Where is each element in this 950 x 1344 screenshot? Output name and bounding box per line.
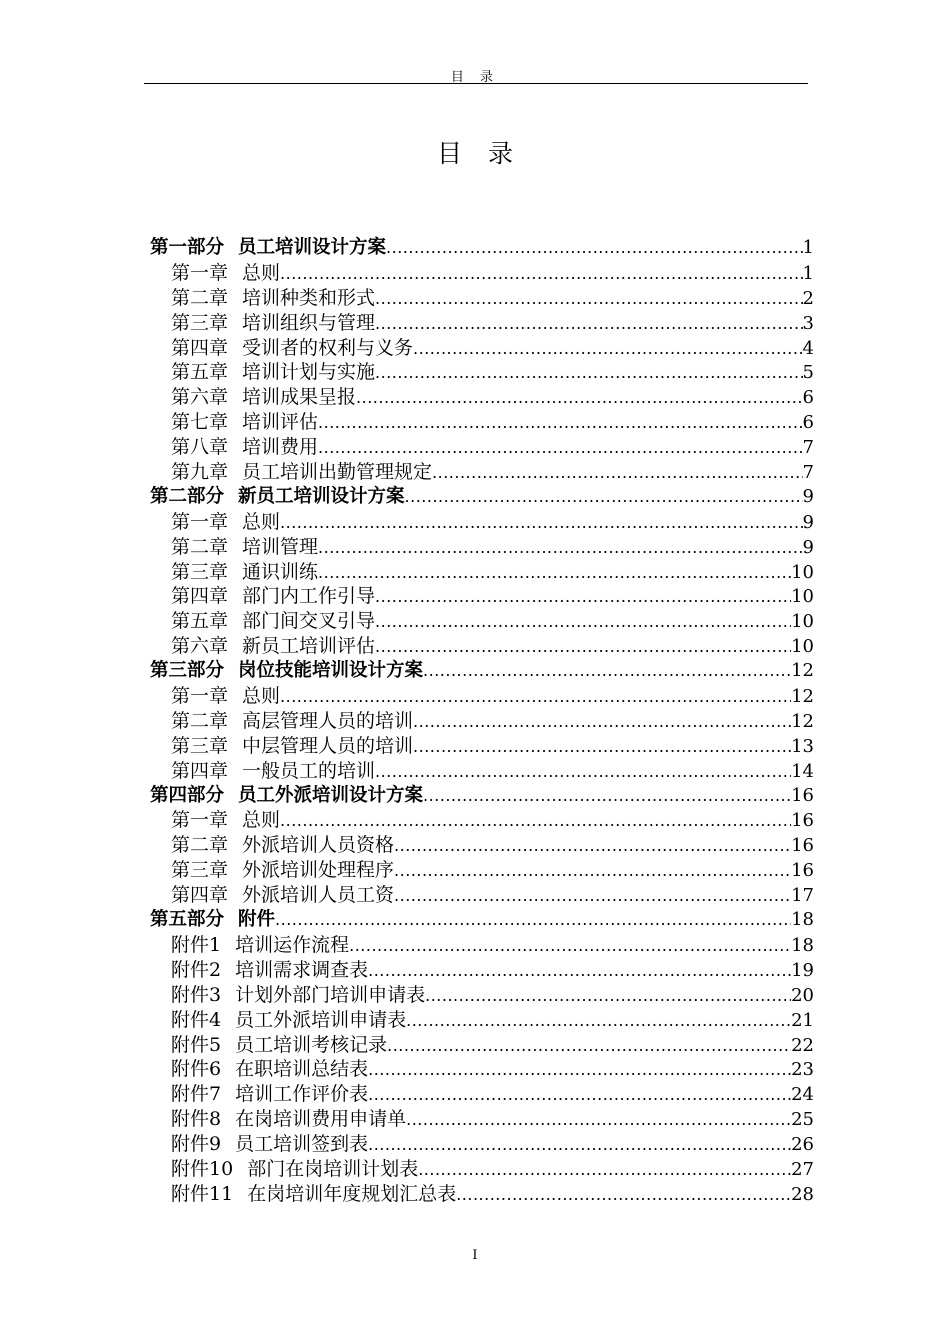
- toc-entry-page: 18: [791, 909, 814, 931]
- toc-entry-page: 6: [802, 387, 814, 409]
- toc-part-entry[interactable]: [150, 236, 814, 261]
- toc-chapter-entry[interactable]: [150, 584, 814, 609]
- toc-entry-page: 5: [802, 362, 814, 384]
- toc-entry-label: [150, 485, 405, 510]
- toc-entry-title: 总则: [242, 510, 281, 533]
- toc-entry-number: 第四章: [171, 585, 229, 608]
- toc-entry-page: 10: [791, 586, 814, 608]
- toc-dot-leader: [413, 337, 803, 361]
- toc-entry-label: [150, 908, 275, 933]
- toc-entry-label: [171, 535, 318, 560]
- toc-entry-title: 在岗培训年度规划汇总表: [247, 1182, 457, 1205]
- toc-dot-leader: [456, 1183, 791, 1207]
- page-title: [0, 134, 950, 170]
- toc-entry-label: [171, 883, 394, 908]
- toc-entry-page: 16: [791, 860, 814, 882]
- toc-entry-title: 部门在岗培训计划表: [247, 1157, 419, 1180]
- toc-chapter-entry[interactable]: [150, 336, 814, 361]
- toc-entry-number: 第三章: [171, 311, 229, 334]
- toc-entry-label: [171, 759, 375, 784]
- toc-entry-label: [171, 584, 375, 609]
- toc-entry-number: 第二章: [171, 834, 229, 857]
- page-number: I: [472, 1248, 478, 1263]
- toc-entry-number: 附件4: [171, 1008, 222, 1031]
- toc-entry-title: 外派培训人员工资: [242, 884, 395, 907]
- toc-entry-number: 第六章: [171, 386, 229, 409]
- toc-entry-page: 22: [791, 1034, 814, 1056]
- toc-entry-page: 2: [802, 287, 814, 309]
- toc-entry-title: 员工培训设计方案: [238, 237, 387, 258]
- toc-entry-page: 27: [791, 1158, 814, 1180]
- toc-entry-title: 培训种类和形式: [242, 286, 376, 309]
- toc-dot-leader: [318, 561, 791, 585]
- toc-entry-number: 第三章: [171, 734, 229, 757]
- toc-entry-label: [171, 958, 368, 983]
- toc-entry-number: 附件6: [171, 1058, 222, 1081]
- toc-entry-number: 附件11: [171, 1182, 234, 1205]
- toc-chapter-entry[interactable]: [150, 1082, 814, 1107]
- toc-entry-label: [150, 236, 386, 261]
- toc-dot-leader: [318, 536, 803, 560]
- toc-entry-number: 附件1: [171, 933, 222, 956]
- toc-part-entry[interactable]: [150, 908, 814, 933]
- toc-entry-title: 新员工培训设计方案: [238, 485, 405, 507]
- toc-chapter-entry[interactable]: [150, 709, 814, 734]
- toc-entry-number: 第二章: [171, 286, 229, 309]
- toc-entry-label: [171, 634, 375, 659]
- toc-chapter-entry[interactable]: [150, 858, 814, 883]
- toc-dot-leader: [368, 1083, 791, 1107]
- toc-entry-title: 培训运作流程: [235, 933, 350, 956]
- toc-entry-title: 总则: [242, 685, 281, 708]
- toc-chapter-entry[interactable]: [150, 510, 814, 535]
- toc-dot-leader: [375, 610, 791, 634]
- toc-entry-number: 附件8: [171, 1108, 222, 1131]
- toc-entry-number: 附件3: [171, 983, 222, 1006]
- table-of-contents: [150, 236, 814, 1207]
- toc-entry-title: 在职培训总结表: [235, 1058, 369, 1081]
- toc-entry-number: 附件10: [171, 1157, 234, 1180]
- toc-entry-number: 第四章: [171, 336, 229, 359]
- toc-entry-number: 附件5: [171, 1033, 222, 1056]
- toc-chapter-entry[interactable]: [150, 684, 814, 709]
- toc-chapter-entry[interactable]: [150, 734, 814, 759]
- toc-dot-leader: [386, 236, 803, 261]
- toc-entry-page: 25: [791, 1109, 814, 1131]
- toc-entry-page: 21: [791, 1009, 814, 1031]
- toc-chapter-entry[interactable]: [150, 460, 814, 485]
- toc-dot-leader: [375, 312, 803, 336]
- toc-entry-title: 受训者的权利与义务: [242, 336, 414, 359]
- toc-dot-leader: [423, 659, 791, 684]
- toc-chapter-entry[interactable]: [150, 808, 814, 833]
- toc-entry-label: [171, 1182, 456, 1207]
- toc-dot-leader: [387, 1034, 791, 1058]
- toc-chapter-entry[interactable]: [150, 983, 814, 1008]
- toc-entry-number: 第七章: [171, 411, 229, 434]
- toc-entry-page: 16: [791, 835, 814, 857]
- toc-entry-page: 20: [791, 984, 814, 1006]
- toc-part-entry[interactable]: [150, 485, 814, 510]
- toc-entry-title: 中层管理人员的培训: [242, 734, 414, 757]
- toc-entry-number: 附件2: [171, 958, 222, 981]
- toc-entry-label: [171, 1008, 406, 1033]
- toc-entry-label: [171, 510, 280, 535]
- toc-entry-label: [171, 1107, 406, 1132]
- toc-entry-page: 23: [791, 1059, 814, 1081]
- toc-dot-leader: [394, 859, 791, 883]
- toc-entry-label: [171, 435, 318, 460]
- toc-entry-title: 岗位技能培训设计方案: [238, 660, 424, 682]
- toc-entry-title: 通识训练: [242, 560, 319, 583]
- toc-chapter-entry[interactable]: [150, 1182, 814, 1207]
- toc-chapter-entry[interactable]: [150, 1132, 814, 1157]
- toc-entry-page: 16: [791, 810, 814, 832]
- toc-entry-page: 14: [791, 760, 814, 782]
- toc-entry-page: 1: [802, 262, 814, 284]
- toc-dot-leader: [375, 287, 803, 311]
- toc-entry-page: 4: [802, 337, 814, 359]
- toc-dot-leader: [375, 585, 791, 609]
- toc-entry-page: 10: [791, 611, 814, 633]
- toc-dot-leader: [413, 710, 791, 734]
- toc-chapter-entry[interactable]: [150, 833, 814, 858]
- toc-entry-title: 计划外部门培训申请表: [235, 983, 426, 1006]
- toc-entry-title: 部门内工作引导: [242, 585, 376, 608]
- toc-chapter-entry[interactable]: [150, 560, 814, 585]
- toc-entry-title: 部门间交叉引导: [242, 610, 376, 633]
- toc-entry-title: 培训成果呈报: [242, 386, 357, 409]
- toc-entry-title: 员工外派培训设计方案: [238, 784, 424, 806]
- toc-entry-number: 第一章: [171, 261, 229, 284]
- toc-entry-page: 13: [791, 735, 814, 757]
- toc-entry-page: 17: [791, 885, 814, 907]
- toc-chapter-entry[interactable]: [150, 634, 814, 659]
- toc-entry-title: 培训计划与实施: [242, 361, 376, 384]
- toc-entry-page: 9: [802, 511, 814, 533]
- toc-dot-leader: [375, 361, 803, 385]
- toc-chapter-entry[interactable]: [150, 933, 814, 958]
- toc-entry-page: 6: [802, 412, 814, 434]
- toc-dot-leader: [280, 262, 803, 286]
- toc-entry-page: 10: [791, 636, 814, 658]
- toc-entry-number: 第四章: [171, 759, 229, 782]
- toc-entry-number: 第五部分: [150, 909, 225, 931]
- toc-entry-label: [171, 385, 356, 410]
- toc-entry-page: 12: [791, 660, 814, 682]
- toc-entry-number: 第六章: [171, 635, 229, 658]
- toc-chapter-entry[interactable]: [150, 535, 814, 560]
- toc-entry-label: [171, 1082, 368, 1107]
- toc-part-entry[interactable]: [150, 659, 814, 684]
- toc-entry-page: 16: [791, 784, 814, 806]
- toc-dot-leader: [368, 1058, 791, 1082]
- toc-entry-page: 9: [802, 536, 814, 558]
- toc-entry-number: 第二部分: [150, 485, 225, 507]
- toc-chapter-entry[interactable]: [150, 958, 814, 983]
- toc-dot-leader: [349, 934, 791, 958]
- toc-dot-leader: [318, 436, 803, 460]
- toc-chapter-entry[interactable]: [150, 410, 814, 435]
- toc-entry-label: [171, 360, 375, 385]
- toc-entry-page: 7: [802, 462, 814, 484]
- toc-entry-label: [171, 808, 280, 833]
- toc-entry-page: 9: [802, 485, 814, 507]
- toc-entry-title: 外派培训人员资格: [242, 834, 395, 857]
- toc-dot-leader: [356, 386, 803, 410]
- toc-entry-number: 第一部分: [150, 237, 225, 258]
- toc-chapter-entry[interactable]: [150, 435, 814, 460]
- toc-dot-leader: [368, 1133, 791, 1157]
- toc-entry-title: 培训组织与管理: [242, 311, 376, 334]
- toc-chapter-entry[interactable]: [150, 286, 814, 311]
- toc-dot-leader: [394, 834, 791, 858]
- toc-dot-leader: [418, 1158, 791, 1182]
- toc-entry-label: [171, 833, 394, 858]
- toc-entry-number: 第五章: [171, 361, 229, 384]
- toc-entry-label: [171, 933, 349, 958]
- toc-dot-leader: [375, 635, 791, 659]
- toc-dot-leader: [423, 784, 791, 809]
- toc-entry-page: 19: [791, 959, 814, 981]
- toc-entry-number: 第四部分: [150, 784, 225, 806]
- toc-chapter-entry[interactable]: [150, 1008, 814, 1033]
- toc-entry-number: 第五章: [171, 610, 229, 633]
- toc-entry-page: 26: [791, 1134, 814, 1156]
- toc-entry-page: 18: [791, 934, 814, 956]
- toc-entry-number: 第三章: [171, 560, 229, 583]
- toc-dot-leader: [280, 809, 791, 833]
- toc-entry-label: [150, 784, 423, 809]
- toc-entry-number: 附件7: [171, 1083, 222, 1106]
- toc-chapter-entry[interactable]: [150, 609, 814, 634]
- toc-entry-label: [171, 734, 413, 759]
- toc-dot-leader: [318, 411, 803, 435]
- toc-entry-number: 第一章: [171, 685, 229, 708]
- toc-entry-title: 新员工培训评估: [242, 635, 376, 658]
- toc-entry-number: 第三章: [171, 859, 229, 882]
- toc-dot-leader: [425, 984, 791, 1008]
- toc-entry-title: 员工外派培训申请表: [235, 1008, 407, 1031]
- toc-dot-leader: [432, 461, 803, 485]
- toc-entry-label: [171, 410, 318, 435]
- toc-entry-label: [171, 286, 375, 311]
- toc-entry-number: 第九章: [171, 461, 229, 484]
- toc-entry-page: 10: [791, 561, 814, 583]
- toc-entry-title: 附件: [238, 909, 276, 931]
- toc-entry-label: [171, 261, 280, 286]
- toc-entry-label: [171, 684, 280, 709]
- toc-entry-title: 总则: [242, 809, 281, 832]
- toc-entry-number: 第八章: [171, 436, 229, 459]
- toc-entry-title: 培训需求调查表: [235, 958, 369, 981]
- toc-dot-leader: [394, 884, 791, 908]
- toc-chapter-entry[interactable]: [150, 360, 814, 385]
- toc-entry-title: 在岗培训费用申请单: [235, 1108, 407, 1131]
- toc-entry-label: [171, 709, 413, 734]
- toc-entry-title: 培训管理: [242, 535, 319, 558]
- toc-entry-title: 高层管理人员的培训: [242, 709, 414, 732]
- page-title-char-2: 录: [488, 139, 514, 168]
- running-header: 目 录: [450, 70, 500, 85]
- toc-entry-title: 培训工作评价表: [235, 1083, 369, 1106]
- toc-entry-number: 第二章: [171, 709, 229, 732]
- toc-entry-page: 7: [802, 437, 814, 459]
- toc-entry-number: 第二章: [171, 535, 229, 558]
- toc-entry-label: [171, 560, 318, 585]
- toc-entry-label: [171, 1132, 368, 1157]
- toc-dot-leader: [368, 959, 791, 983]
- toc-chapter-entry[interactable]: [150, 1157, 814, 1182]
- toc-chapter-entry[interactable]: [150, 385, 814, 410]
- toc-dot-leader: [280, 511, 803, 535]
- toc-entry-label: [171, 1157, 418, 1182]
- toc-dot-leader: [405, 485, 803, 510]
- toc-part-entry[interactable]: [150, 784, 814, 809]
- toc-chapter-entry[interactable]: [150, 261, 814, 286]
- toc-entry-number: 第三部分: [150, 660, 225, 682]
- toc-entry-label: [171, 311, 375, 336]
- toc-dot-leader: [413, 735, 791, 759]
- toc-entry-label: [171, 336, 413, 361]
- toc-entry-title: 外派培训处理程序: [242, 859, 395, 882]
- toc-entry-title: 培训评估: [242, 411, 319, 434]
- toc-dot-leader: [406, 1009, 791, 1033]
- toc-dot-leader: [406, 1108, 791, 1132]
- toc-chapter-entry[interactable]: [150, 1057, 814, 1082]
- toc-entry-label: [171, 858, 394, 883]
- toc-entry-label: [150, 659, 423, 684]
- toc-entry-page: 28: [791, 1183, 814, 1205]
- toc-chapter-entry[interactable]: [150, 1033, 814, 1058]
- toc-entry-label: [171, 983, 425, 1008]
- toc-entry-title: 员工培训考核记录: [235, 1033, 388, 1056]
- header-rule: [144, 83, 808, 84]
- toc-entry-page: 12: [791, 686, 814, 708]
- toc-dot-leader: [375, 760, 791, 784]
- toc-entry-page: 1: [802, 237, 814, 258]
- toc-entry-number: 附件9: [171, 1133, 222, 1156]
- toc-entry-title: 总则: [242, 261, 281, 284]
- toc-entry-label: [171, 1057, 368, 1082]
- toc-entry-number: 第一章: [171, 510, 229, 533]
- toc-entry-number: 第四章: [171, 884, 229, 907]
- toc-chapter-entry[interactable]: [150, 1107, 814, 1132]
- toc-entry-title: 培训费用: [242, 436, 319, 459]
- toc-entry-page: 24: [791, 1084, 814, 1106]
- toc-entry-title: 员工培训出勤管理规定: [242, 461, 433, 484]
- toc-entry-page: 12: [791, 710, 814, 732]
- toc-dot-leader: [275, 908, 791, 933]
- toc-dot-leader: [280, 685, 791, 709]
- toc-chapter-entry[interactable]: [150, 883, 814, 908]
- page-title-char-1: 目: [436, 139, 462, 168]
- toc-chapter-entry[interactable]: [150, 311, 814, 336]
- toc-entry-page: 3: [802, 312, 814, 334]
- toc-entry-title: 一般员工的培训: [242, 759, 376, 782]
- toc-entry-label: [171, 609, 375, 634]
- toc-chapter-entry[interactable]: [150, 759, 814, 784]
- toc-entry-label: [171, 460, 432, 485]
- toc-entry-label: [171, 1033, 387, 1058]
- toc-entry-title: 员工培训签到表: [235, 1133, 369, 1156]
- toc-entry-number: 第一章: [171, 809, 229, 832]
